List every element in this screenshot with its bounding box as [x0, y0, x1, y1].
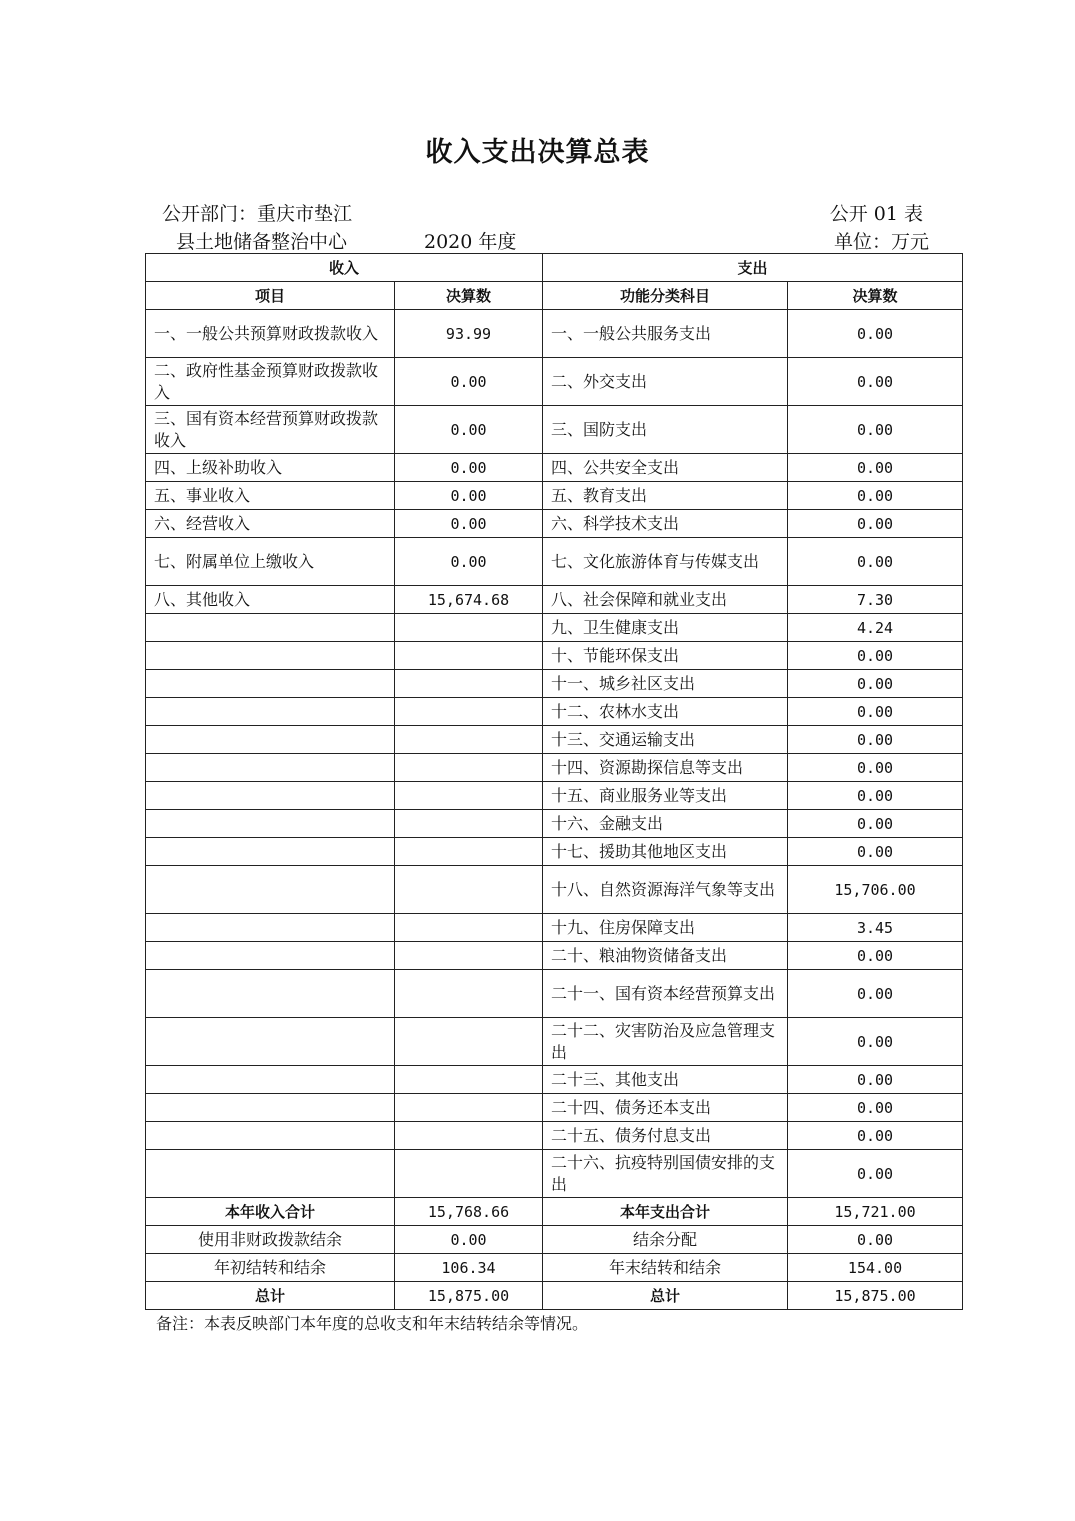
- summary-income-amount: 15,768.66: [395, 1198, 543, 1226]
- summary-expense-label: 结余分配: [543, 1226, 788, 1254]
- department-label-line1: 公开部门：重庆市垫江: [162, 203, 353, 225]
- income-item: [146, 942, 395, 970]
- income-item: [146, 670, 395, 698]
- table-row: [146, 1122, 963, 1150]
- income-amount: [395, 642, 543, 670]
- summary-expense-amount: 154.00: [788, 1254, 963, 1282]
- summary-row: [146, 1226, 963, 1254]
- income-item: [146, 1122, 395, 1150]
- summary-expense-amount: 15,721.00: [788, 1198, 963, 1226]
- expense-item: 二十三、其他支出: [543, 1066, 788, 1094]
- expense-amount: 0.00: [788, 1150, 963, 1198]
- income-amount: 0.00: [395, 454, 543, 482]
- expense-amount: 0.00: [788, 642, 963, 670]
- col-function-header: 功能分类科目: [543, 282, 788, 310]
- table-row: [146, 358, 963, 406]
- summary-income-amount: 0.00: [395, 1226, 543, 1254]
- income-item: [146, 698, 395, 726]
- income-amount: [395, 1122, 543, 1150]
- expense-item: 十八、自然资源海洋气象等支出: [543, 866, 788, 914]
- income-amount: 0.00: [395, 510, 543, 538]
- table-row: [146, 406, 963, 454]
- income-amount: [395, 1094, 543, 1122]
- expense-amount: 0.00: [788, 454, 963, 482]
- summary-row: [146, 1198, 963, 1226]
- income-amount: [395, 1018, 543, 1066]
- income-amount: [395, 782, 543, 810]
- income-amount: [395, 670, 543, 698]
- summary-income-amount: 106.34: [395, 1254, 543, 1282]
- expense-item: 十六、金融支出: [543, 810, 788, 838]
- income-item: 七、附属单位上缴收入: [146, 538, 395, 586]
- expense-item: 七、文化旅游体育与传媒支出: [543, 538, 788, 586]
- table-row: [146, 838, 963, 866]
- expense-item: 二十五、债务付息支出: [543, 1122, 788, 1150]
- expense-amount: 0.00: [788, 1122, 963, 1150]
- expense-item: 十四、资源勘探信息等支出: [543, 754, 788, 782]
- summary-expense-amount: 15,875.00: [788, 1282, 963, 1310]
- income-amount: [395, 866, 543, 914]
- expense-item: 十二、农林水支出: [543, 698, 788, 726]
- expense-item: 十一、城乡社区支出: [543, 670, 788, 698]
- income-amount: [395, 942, 543, 970]
- table-row: [146, 942, 963, 970]
- summary-row: [146, 1282, 963, 1310]
- expense-amount: 0.00: [788, 510, 963, 538]
- income-item: 五、事业收入: [146, 482, 395, 510]
- income-amount: 0.00: [395, 358, 543, 406]
- table-row: [146, 810, 963, 838]
- table-row: [146, 970, 963, 1018]
- expense-item: 十三、交通运输支出: [543, 726, 788, 754]
- table-row: [146, 1150, 963, 1198]
- table-row: [146, 510, 963, 538]
- summary-expense-label: 年末结转和结余: [543, 1254, 788, 1282]
- income-amount: [395, 1150, 543, 1198]
- summary-row: [146, 1254, 963, 1282]
- expense-amount: 3.45: [788, 914, 963, 942]
- expense-amount: 0.00: [788, 754, 963, 782]
- fiscal-year: 2020 年度: [424, 231, 517, 253]
- income-amount: [395, 838, 543, 866]
- summary-income-label: 年初结转和结余: [146, 1254, 395, 1282]
- expense-item: 二十四、债务还本支出: [543, 1094, 788, 1122]
- income-item: [146, 1094, 395, 1122]
- expense-amount: 7.30: [788, 586, 963, 614]
- income-item: [146, 866, 395, 914]
- summary-expense-label: 本年支出合计: [543, 1198, 788, 1226]
- expense-amount: 0.00: [788, 406, 963, 454]
- income-item: [146, 726, 395, 754]
- section-header-row: [146, 254, 963, 282]
- summary-income-label: 使用非财政拨款结余: [146, 1226, 395, 1254]
- income-amount: [395, 1066, 543, 1094]
- income-amount: [395, 810, 543, 838]
- budget-table: [145, 253, 963, 1310]
- column-header-row: [146, 282, 963, 310]
- footnote: 备注：本表反映部门本年度的总收支和年末结转结余等情况。: [156, 1314, 589, 1333]
- budget-table-body: [146, 254, 963, 1310]
- income-item: 一、一般公共预算财政拨款收入: [146, 310, 395, 358]
- expense-item: 十七、援助其他地区支出: [543, 838, 788, 866]
- income-amount: 93.99: [395, 310, 543, 358]
- summary-income-label: 本年收入合计: [146, 1198, 395, 1226]
- income-amount: [395, 698, 543, 726]
- table-row: [146, 866, 963, 914]
- table-row: [146, 754, 963, 782]
- expense-item: 六、科学技术支出: [543, 510, 788, 538]
- table-row: [146, 642, 963, 670]
- income-amount: [395, 970, 543, 1018]
- table-row: [146, 782, 963, 810]
- expense-amount: 0.00: [788, 1066, 963, 1094]
- table-row: [146, 726, 963, 754]
- expense-item: 九、卫生健康支出: [543, 614, 788, 642]
- income-item: [146, 1150, 395, 1198]
- expense-amount: 0.00: [788, 726, 963, 754]
- expense-item: 十、节能环保支出: [543, 642, 788, 670]
- expense-amount: 0.00: [788, 670, 963, 698]
- income-amount: [395, 726, 543, 754]
- expense-amount: 0.00: [788, 1094, 963, 1122]
- income-item: [146, 914, 395, 942]
- expense-item: 四、公共安全支出: [543, 454, 788, 482]
- expense-amount: 0.00: [788, 310, 963, 358]
- table-row: [146, 670, 963, 698]
- unit-label: 单位：万元: [833, 231, 929, 253]
- income-item: [146, 810, 395, 838]
- income-item: [146, 782, 395, 810]
- expense-item: 八、社会保障和就业支出: [543, 586, 788, 614]
- expense-amount: 0.00: [788, 1018, 963, 1066]
- table-row: [146, 1066, 963, 1094]
- income-amount: [395, 614, 543, 642]
- page-title: 收入支出决算总表: [425, 137, 650, 168]
- expense-amount: 0.00: [788, 810, 963, 838]
- table-row: [146, 586, 963, 614]
- col-item-header: 项目: [146, 282, 395, 310]
- income-item: 三、国有资本经营预算财政拨款收入: [146, 406, 395, 454]
- expense-item: 一、一般公共服务支出: [543, 310, 788, 358]
- table-row: [146, 482, 963, 510]
- expense-item: 二十、粮油物资储备支出: [543, 942, 788, 970]
- income-amount: [395, 914, 543, 942]
- income-item: 二、政府性基金预算财政拨款收入: [146, 358, 395, 406]
- summary-expense-amount: 0.00: [788, 1226, 963, 1254]
- expense-item: 二、外交支出: [543, 358, 788, 406]
- expense-amount: 0.00: [788, 538, 963, 586]
- expense-item: 三、国防支出: [543, 406, 788, 454]
- income-item: [146, 642, 395, 670]
- expense-item: 二十一、国有资本经营预算支出: [543, 970, 788, 1018]
- table-row: [146, 454, 963, 482]
- summary-income-label: 总计: [146, 1282, 395, 1310]
- income-amount: 0.00: [395, 538, 543, 586]
- expense-amount: 0.00: [788, 970, 963, 1018]
- income-item: [146, 754, 395, 782]
- table-row: [146, 614, 963, 642]
- expense-item: 五、教育支出: [543, 482, 788, 510]
- table-number: 公开 01 表: [829, 203, 923, 225]
- expense-header: 支出: [543, 254, 963, 282]
- expense-amount: 15,706.00: [788, 866, 963, 914]
- expense-item: 十五、商业服务业等支出: [543, 782, 788, 810]
- summary-income-amount: 15,875.00: [395, 1282, 543, 1310]
- expense-amount: 4.24: [788, 614, 963, 642]
- income-header: 收入: [146, 254, 543, 282]
- income-amount: 0.00: [395, 406, 543, 454]
- expense-item: 十九、住房保障支出: [543, 914, 788, 942]
- table-row: [146, 698, 963, 726]
- income-item: [146, 1066, 395, 1094]
- income-item: [146, 614, 395, 642]
- expense-item: 二十六、抗疫特别国债安排的支出: [543, 1150, 788, 1198]
- income-item: 八、其他收入: [146, 586, 395, 614]
- expense-amount: 0.00: [788, 482, 963, 510]
- expense-amount: 0.00: [788, 838, 963, 866]
- income-amount: [395, 754, 543, 782]
- income-item: 六、经营收入: [146, 510, 395, 538]
- income-item: [146, 838, 395, 866]
- expense-amount: 0.00: [788, 358, 963, 406]
- summary-expense-label: 总计: [543, 1282, 788, 1310]
- table-row: [146, 914, 963, 942]
- income-item: [146, 970, 395, 1018]
- department-label-line2: 县土地储备整治中心: [176, 231, 348, 253]
- income-item: [146, 1018, 395, 1066]
- table-row: [146, 310, 963, 358]
- income-amount: 0.00: [395, 482, 543, 510]
- income-amount: 15,674.68: [395, 586, 543, 614]
- expense-amount: 0.00: [788, 698, 963, 726]
- col-amount-header: 决算数: [788, 282, 963, 310]
- table-row: [146, 1094, 963, 1122]
- table-row: [146, 538, 963, 586]
- table-row: [146, 1018, 963, 1066]
- expense-amount: 0.00: [788, 782, 963, 810]
- expense-item: 二十二、灾害防治及应急管理支出: [543, 1018, 788, 1066]
- income-item: 四、上级补助收入: [146, 454, 395, 482]
- expense-amount: 0.00: [788, 942, 963, 970]
- col-amount-header: 决算数: [395, 282, 543, 310]
